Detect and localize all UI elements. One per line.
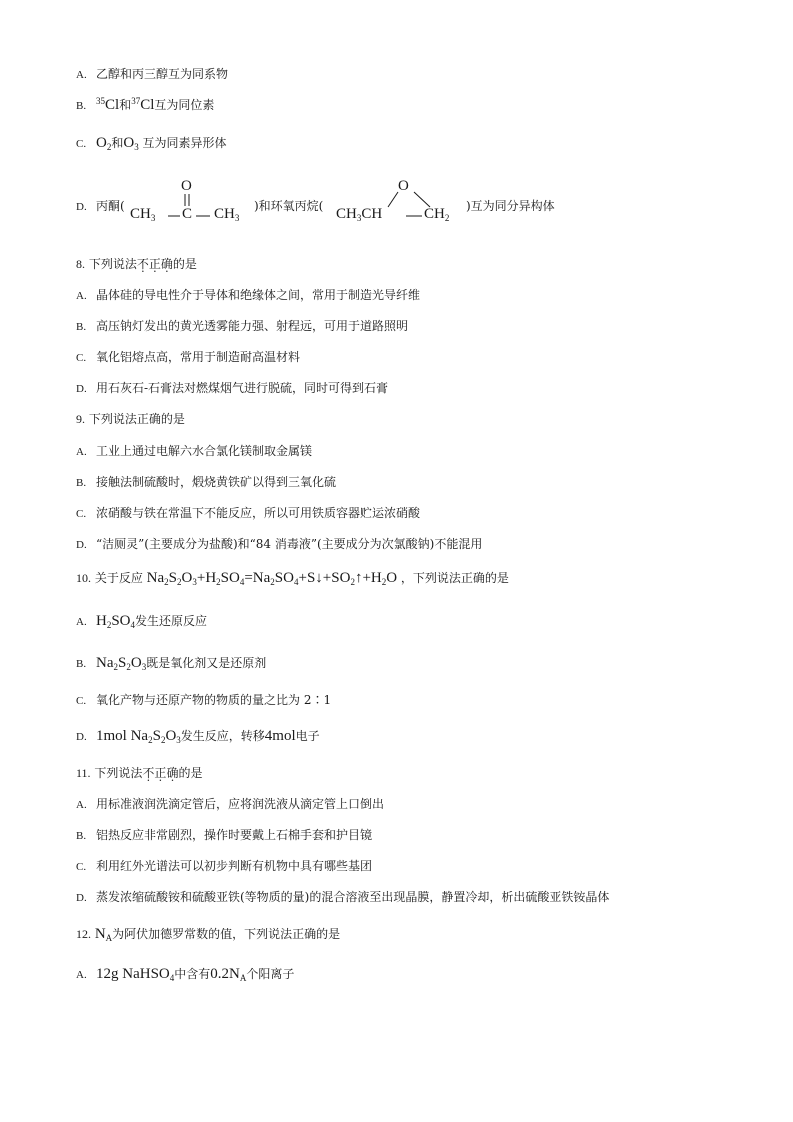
q8-stem: 8. 下列说法不正确的是 bbox=[76, 257, 197, 271]
q7-option-a: A. 乙醇和丙三醇互为同系物 bbox=[76, 67, 229, 81]
q7-option-c: C. $O_2$和$O_3$ 互为同素异形体 bbox=[76, 135, 227, 152]
q7-option-d-mid: )和环氧丙烷( bbox=[254, 199, 324, 213]
q9-stem: 9. 下列说法正确的是 bbox=[76, 412, 185, 426]
q7-option-d: D. 丙酮( bbox=[76, 199, 125, 213]
q7-option-b: B. $^{35}$Cl和$^{37}$Cl互为同位素 bbox=[76, 96, 215, 113]
q8-option-c: C. 氧化铝熔点高，常用于制造耐高温材料 bbox=[76, 350, 301, 364]
q11-option-a: A. 用标准液润洗滴定管后，应将润洗液从滴定管上口倒出 bbox=[76, 797, 385, 811]
q11-stem: 11. 下列说法不正确的是 bbox=[76, 766, 203, 780]
q10-option-a: A. $H_2SO_4$发生还原反应 bbox=[76, 613, 208, 630]
q11-option-c: C. 利用红外光谱法可以初步判断有机物中具有哪些基团 bbox=[76, 859, 373, 873]
q10-option-b: B. $Na_2S_2O_3$既是氧化剂又是还原剂 bbox=[76, 655, 267, 672]
q12-option-a: A. 12g NaHSO$_4$中含有$0.2N_A$个阳离子 bbox=[76, 966, 295, 983]
acetone-structure: O $CH_3$ C $CH_3$ bbox=[130, 178, 255, 228]
q9-option-a: A. 工业上通过电解六水合氯化镁制取金属镁 bbox=[76, 444, 313, 458]
q12-stem: 12. $N_A$为阿伏加德罗常数的值，下列说法正确的是 bbox=[76, 926, 341, 943]
q8-option-b: B. 高压钠灯发出的黄光透雾能力强、射程远，可用于道路照明 bbox=[76, 319, 409, 333]
q10-option-c: C. 氧化产物与还原产物的物质的量之比为 2∶1 bbox=[76, 693, 332, 707]
q9-option-d: D. “洁厕灵”(主要成分为盐酸)和“84 消毒液”(主要成分为次氯酸钠)不能混用 bbox=[76, 537, 483, 551]
q11-option-b: B. 铝热反应非常剧烈，操作时要戴上石棉手套和护目镜 bbox=[76, 828, 373, 842]
q9-option-b: B. 接触法制硫酸时，煅烧黄铁矿以得到三氧化硫 bbox=[76, 475, 337, 489]
q11-option-d: D. 蒸发浓缩硫酸铵和硫酸亚铁(等物质的量)的混合溶液至出现晶膜，静置冷却，析出硫酸亚铁铵晶体 bbox=[76, 890, 610, 904]
q8-option-d: D. 用石灰石-石膏法对燃煤烟气进行脱硫，同时可得到石膏 bbox=[76, 381, 389, 395]
q10-stem: 10. 关于反应 $Na_2S_2O_3+H_2SO_4=Na_2SO_4+S↓+SO_2↑+H_2O$ ，下列说法正确的是 bbox=[76, 570, 509, 587]
q9-option-c: C. 浓硝酸与铁在常温下不能反应，所以可用铁质容器贮运浓硝酸 bbox=[76, 506, 421, 520]
q10-option-d: D. 1mol $Na_2S_2O_3$发生反应，转移4mol电子 bbox=[76, 728, 320, 745]
epoxide-structure: O $CH_3CH$ $CH_2$ bbox=[336, 178, 466, 230]
q8-option-a: A. 晶体硅的导电性介于导体和绝缘体之间，常用于制造光导纤维 bbox=[76, 288, 421, 302]
q7-option-d-tail: )互为同分异构体 bbox=[466, 199, 555, 213]
q10-equation: $Na_2S_2O_3+H_2SO_4=Na_2SO_4+S↓+SO_2↑+H_2O$ bbox=[146, 570, 398, 587]
